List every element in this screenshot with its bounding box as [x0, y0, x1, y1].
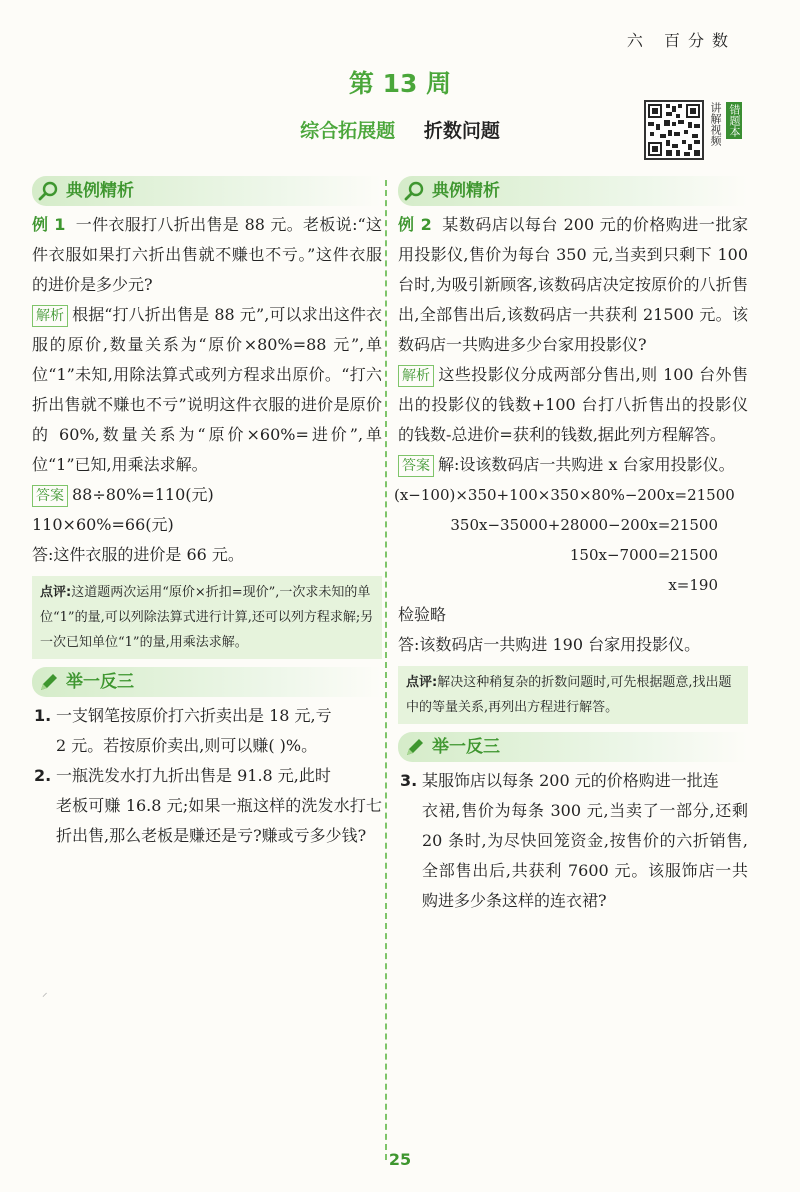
example-text: 一件衣服打八折出售是 88 元。老板说:“这件衣服如果打六折出售就不赚也不亏。”这件衣服的进价是多少元? [32, 215, 382, 294]
section-title: 举一反三 [66, 672, 134, 692]
answer-text: 解:设该数码店一共购进 x 台家用投影仪。 [438, 455, 735, 474]
problem-2-cont: 老板可赚 16.8 元;如果一瓶这样的洗发水打七折出售,那么老板是赚还是亏?赚或亏多少钱? [56, 796, 382, 845]
comment-box [398, 666, 748, 724]
example-label: 例 1 [32, 215, 66, 234]
equation-block [394, 480, 748, 600]
problem-number: 1. [34, 706, 52, 725]
answer-conclusion: 答:该数码店一共购进 190 台家用投影仪。 [398, 635, 701, 654]
answer-tag: 答案 [32, 485, 68, 507]
example-text: 某数码店以每台 200 元的价格购进一批家用投影仪,售价为每台 350 元,当卖到只剩下 100 台时,为吸引新顾客,该数码店决定按原价的八折售出,全部售出后,该数码店一共获利 21500 元。该数码店一共购进多少台家用投影仪? [398, 215, 748, 354]
section-title: 举一反三 [432, 737, 500, 757]
analysis-text: 这些投影仪分成两部分售出,则 100 台外售出的投影仪的钱数+100 台打八折售出的投影仪的钱数-总进价=获利的钱数,据此列方程解答。 [398, 365, 748, 444]
analysis-2 [398, 360, 748, 450]
problem-1-cont: 2 元。若按原价卖出,则可以赚( )%。 [56, 736, 318, 755]
section-header-example [32, 176, 382, 206]
pencil-icon [38, 671, 60, 693]
comment-box [32, 576, 382, 659]
answer-2 [398, 450, 748, 480]
answer-line-2: 110×60%=66(元) [32, 515, 174, 534]
week-title: 第 13 周 [348, 69, 452, 98]
example-label: 例 2 [398, 215, 432, 234]
equation-line: 350x−35000+28000−200x=21500 [450, 516, 718, 534]
analysis-tag: 解析 [32, 305, 68, 327]
section-header-practice [398, 732, 748, 762]
qr-label [702, 100, 752, 156]
answer-tag: 答案 [398, 455, 434, 477]
topic-name: 折数问题 [423, 120, 500, 142]
qr-label-errbook: 错题本 [728, 104, 741, 137]
comment-label: 点评: [40, 585, 72, 600]
page-number: 25 [388, 1150, 412, 1169]
equation-line: x=190 [668, 576, 718, 594]
section-name: 综合拓展题 [300, 120, 396, 142]
left-column [32, 176, 382, 851]
analysis-1 [32, 300, 382, 480]
pencil-icon [404, 736, 426, 758]
comment-text: 解决这种稍复杂的折数问题时,可先根据题意,找出题中的等量关系,再列出方程进行解答。 [406, 675, 732, 715]
qr-label-video: 讲解视频 [709, 102, 722, 146]
column-divider [385, 180, 387, 1160]
example-1 [32, 210, 382, 300]
answer-line-3: 答:这件衣服的进价是 66 元。 [32, 545, 244, 564]
problem-text: 某服饰店以每条 200 元的价格购进一批连 [422, 771, 719, 790]
section-title: 典例精析 [66, 181, 134, 201]
problem-number: 2. [34, 766, 52, 785]
magnifier-icon [404, 180, 426, 202]
analysis-tag: 解析 [398, 365, 434, 387]
problem-3-cont: 衣裙,售价为每条 300 元,当卖了一部分,还剩 20 条时,为尽快回笼资金,按售价的六折销售,全部售出后,共获利 7600 元。该服饰店一共购进多少条这样的连衣裙? [422, 801, 748, 910]
answer-line-1: 88÷80%=110(元) [72, 485, 214, 504]
chapter-title: 六 百分数 [626, 31, 736, 50]
problem-3 [398, 766, 748, 796]
problem-number: 3. [400, 771, 418, 790]
section-title: 典例精析 [432, 181, 500, 201]
problem-1 [32, 701, 382, 731]
problem-text: 一瓶洗发水打九折出售是 91.8 元,此时 [56, 766, 331, 785]
equation-line: (x−100)×350+100×350×80%−200x=21500 [394, 486, 735, 504]
qr-code-icon [646, 102, 702, 158]
magnifier-icon [38, 180, 60, 202]
comment-text: 这道题两次运用“原价×折扣=现价”,一次求未知的单位“1”的量,可以列除法算式进行计算,还可以列方程求解;另一次已知单位“1”的量,用乘法求解。 [40, 585, 374, 650]
equation-line: 150x−7000=21500 [569, 546, 718, 564]
section-header-example [398, 176, 748, 206]
check-text: 检验略 [398, 605, 447, 624]
problem-2 [32, 761, 382, 791]
answer-1 [32, 480, 382, 510]
comment-label: 点评: [406, 675, 438, 690]
right-column [394, 176, 748, 916]
example-2 [398, 210, 748, 360]
problem-text: 一支钢笔按原价打六折卖出是 18 元,亏 [56, 706, 332, 725]
section-header-practice [32, 667, 382, 697]
stray-mark: ⸝ [42, 986, 48, 999]
analysis-text: 根据“打八折出售是 88 元”,可以求出这件衣服的原价,数量关系为“原价×80%=88 元”,单位“1”未知,用除法算式或列方程求出原价。“打六折出售就不赚也不亏”说明这件衣服的进价是原价的 60%,数量关系为“原价×60%=进价”,单位“1”已知,用乘法求解。 [32, 305, 382, 474]
qr-code[interactable] [644, 100, 704, 160]
